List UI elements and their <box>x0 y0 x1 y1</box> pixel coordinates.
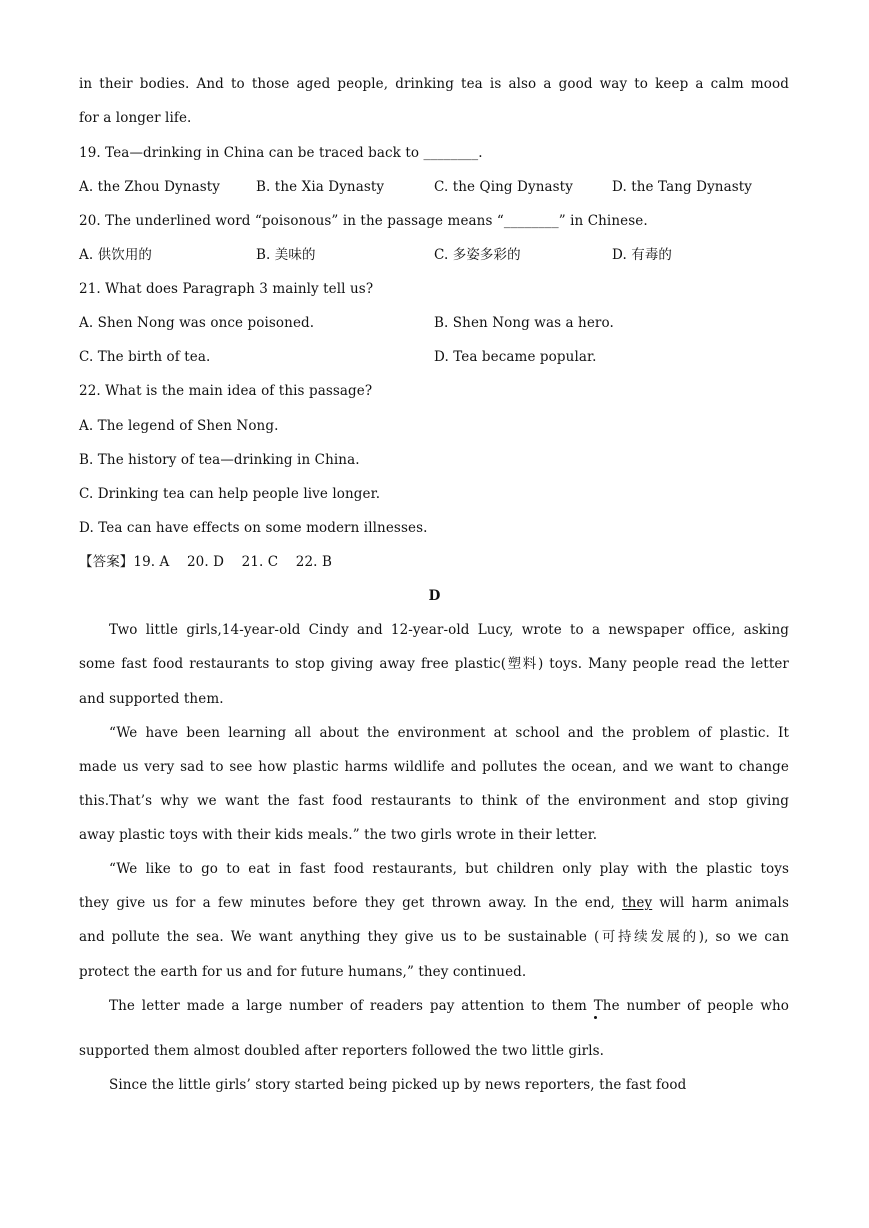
passage-line: this.That’s why we want the fast food restaurants to think of the environment and stop giving <box>79 793 789 809</box>
question-21-option-a: A. Shen Nong was once poisoned. <box>79 315 315 331</box>
passage-line: and pollute the sea. We want anything they give us to be sustainable (可持续发展的), so we can <box>79 929 789 945</box>
passage-line: away plastic toys with their kids meals.” the two girls wrote in their letter. <box>79 827 598 843</box>
section-title: D <box>428 588 441 604</box>
passage-line: protect the earth for us and for future humans,” they continued. <box>79 964 527 980</box>
question-20-stem: 20. The underlined word “poisonous” in the passage means “________” in Chinese. <box>79 213 648 229</box>
passage-text: they give us for a few minutes before they get thrown away. In the end, <box>79 895 623 911</box>
question-19-option-c: C. the Qing Dynasty <box>434 179 573 195</box>
question-19-option-a: A. the Zhou Dynasty <box>79 179 220 195</box>
intro-line: in their bodies. And to those aged people, drinking tea is also a good way to keep a calm mood <box>79 76 789 92</box>
passage-text: will harm animals <box>652 895 789 911</box>
passage-line: supported them almost doubled after reporters followed the two little girls. <box>79 1043 605 1059</box>
passage-line: Since the little girls’ story started being picked up by news reporters, the fast food <box>109 1077 687 1093</box>
question-20-option-c: C. 多姿多彩的 <box>434 247 521 263</box>
question-21-stem: 21. What does Paragraph 3 mainly tell us? <box>79 281 374 297</box>
passage-line: some fast food restaurants to stop giving away free plastic(塑料) toys. Many people read the letter <box>79 656 789 672</box>
question-22-stem: 22. What is the main idea of this passage? <box>79 383 373 399</box>
question-19-stem: 19. Tea—drinking in China can be traced back to ________. <box>79 145 483 161</box>
question-22-option-d: D. Tea can have effects on some modern illnesses. <box>79 520 428 536</box>
underlined-word: they <box>622 895 653 911</box>
question-20-option-a: A. 供饮用的 <box>79 247 153 263</box>
passage-line: “We like to go to eat in fast food restaurants, but children only play with the plastic toys <box>109 861 789 877</box>
question-20-option-d: D. 有毒的 <box>612 247 673 263</box>
passage-line: made us very sad to see how plastic harms wildlife and pollutes the ocean, and we want to change <box>79 759 789 775</box>
period-mark <box>594 1016 597 1019</box>
question-22-option-a: A. The legend of Shen Nong. <box>79 418 279 434</box>
question-20-option-b: B. 美味的 <box>256 247 316 263</box>
question-22-option-c: C. Drinking tea can help people live longer. <box>79 486 381 502</box>
question-22-option-b: B. The history of tea—drinking in China. <box>79 452 360 468</box>
passage-line: The letter made a large number of readers pay attention to them The number of people who <box>109 998 789 1014</box>
passage-line <box>79 895 789 911</box>
question-19-option-b: B. the Xia Dynasty <box>256 179 385 195</box>
intro-line: for a longer life. <box>79 110 192 126</box>
passage-line: and supported them. <box>79 691 224 707</box>
question-21-option-c: C. The birth of tea. <box>79 349 211 365</box>
passage-line: Two little girls,14-year-old Cindy and 12-year-old Lucy, wrote to a newspaper office, asking <box>109 622 789 638</box>
question-19-option-d: D. the Tang Dynasty <box>612 179 753 195</box>
passage-line: “We have been learning all about the environment at school and the problem of plastic. It <box>109 725 789 741</box>
answer-key: 【答案】19. A 20. D 21. C 22. B <box>79 554 332 570</box>
question-21-option-d: D. Tea became popular. <box>434 349 597 365</box>
question-21-option-b: B. Shen Nong was a hero. <box>434 315 614 331</box>
